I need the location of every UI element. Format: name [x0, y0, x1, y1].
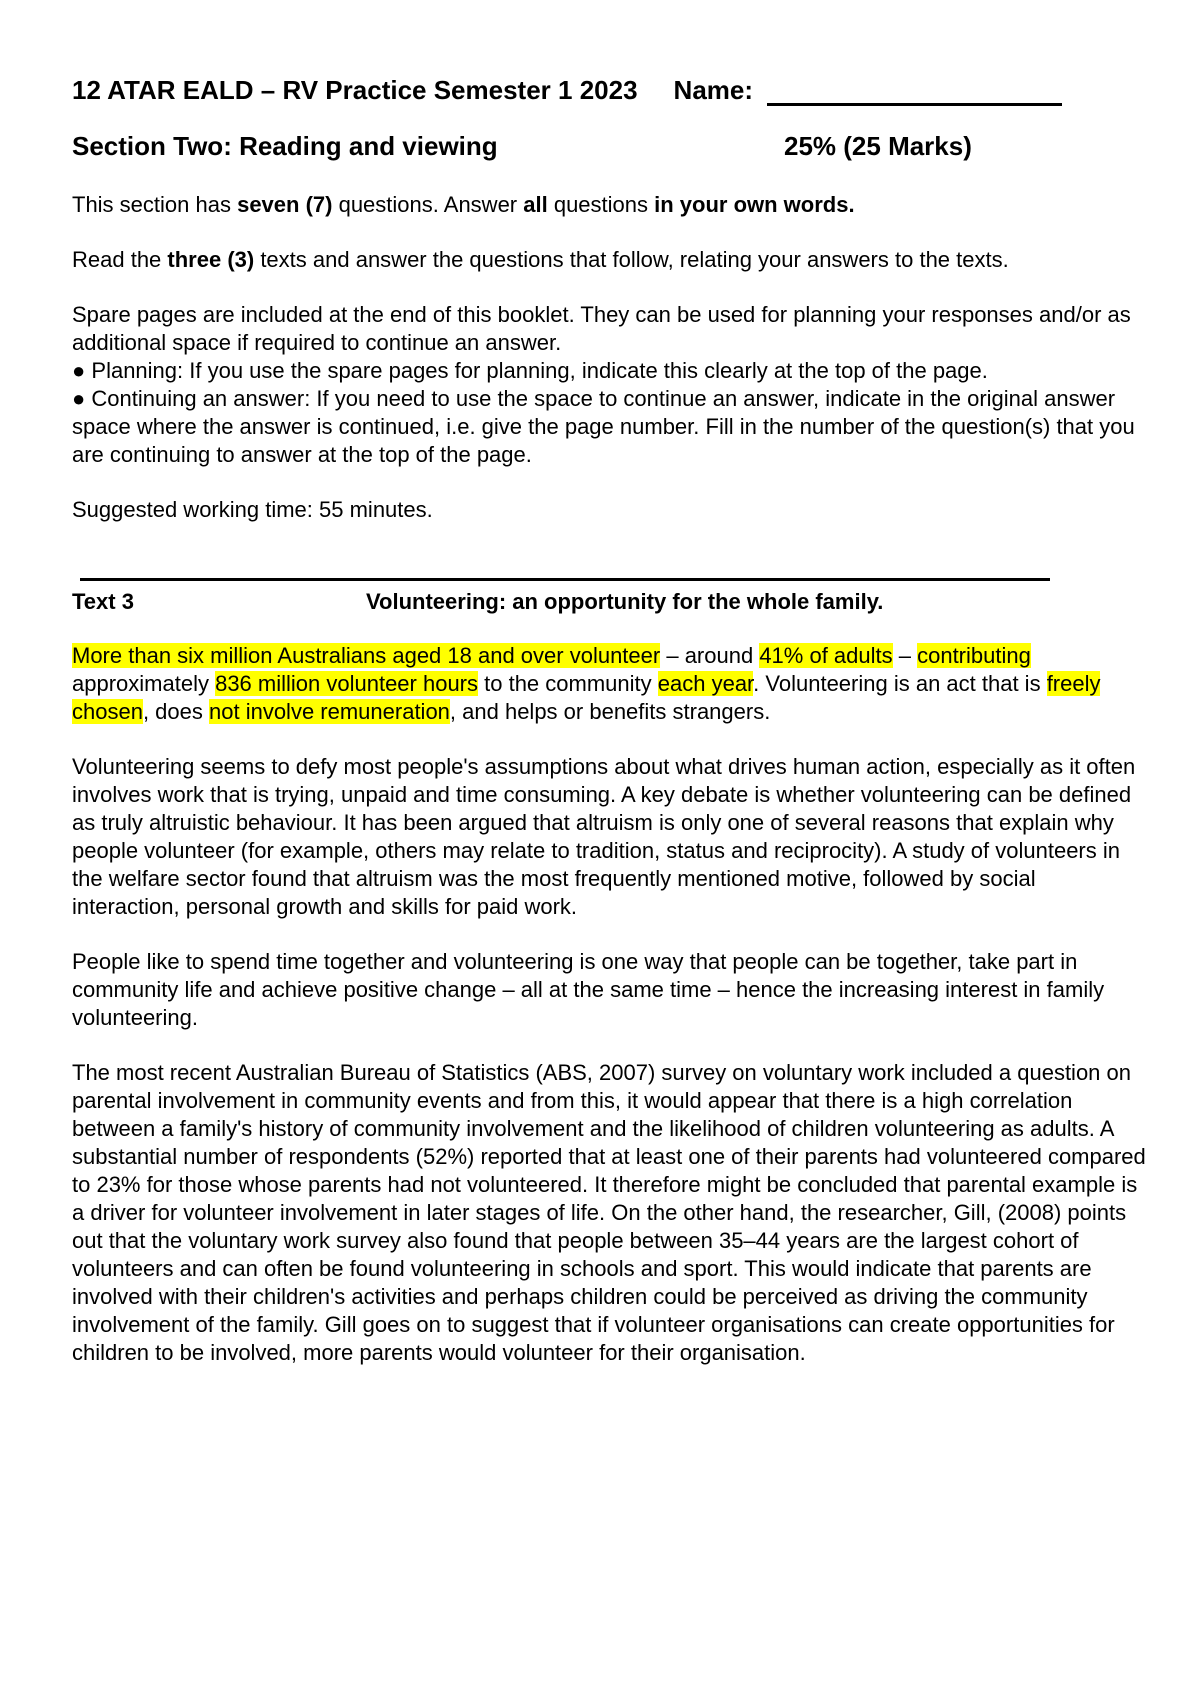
- horizontal-rule: [80, 578, 1050, 581]
- paragraph-2: Volunteering seems to defy most people's assumptions about what drives human action, especially as it often involves work that is trying, unpaid and time consuming. A key debate is whether volunteering can be defined as truly altruistic behaviour. It has been argued that altruism is only one of several reasons that explain why people volunteer (for example, others may relate to tradition, status and reciprocity). A study of volunteers in the welfare sector found that altruism was the most frequently mentioned motive, followed by social interaction, personal growth and skills for paid work.: [72, 754, 1136, 919]
- highlight: not involve remuneration: [209, 699, 450, 724]
- highlight: each year: [657, 671, 754, 696]
- paragraph-text: –: [892, 643, 918, 668]
- highlight: contributing: [917, 643, 1031, 668]
- instr-text: questions: [547, 192, 655, 217]
- text-title: Volunteering: an opportunity for the whole family.: [366, 589, 884, 614]
- highlight: 41% of adults: [759, 643, 893, 668]
- text-heading: [72, 588, 1136, 616]
- paragraph-text: . Volunteering is an act that is: [753, 671, 1047, 696]
- instructions-questions: [72, 191, 1136, 219]
- instr-text: questions. Answer: [332, 192, 524, 217]
- instr-text: texts and answer the questions that follow, relating your answers to the texts.: [254, 247, 1009, 272]
- instr-bold: three (3): [167, 247, 255, 272]
- paragraph-3: People like to spend time together and volunteering is one way that people can be together, take part in community life and achieve positive change – all at the same time – hence the increasing interest in family volunteering.: [72, 949, 1105, 1030]
- highlight: More than six million Australians aged 18 and over volunteer: [72, 643, 661, 668]
- section-heading: [72, 130, 1136, 162]
- exam-page: [72, 66, 1136, 524]
- exam-title: 12 ATAR EALD – RV Practice Semester 1 2023: [72, 75, 638, 105]
- paragraph-text: , does: [142, 699, 209, 724]
- paragraph-4: The most recent Australian Bureau of Statistics (ABS, 2007) survey on voluntary work included a question on parental involvement in community events and from this, it would appear that there is a high correlation between a family's history of community involvement and the likelihood of children volunteering as adults. A substantial number of respondents (52%) reported that at least one of their parents had volunteered compared to 23% for those whose parents had not volunteered. It therefore might be concluded that parental example is a driver for volunteer involvement in later stages of life. On the other hand, the researcher, Gill, (2008) points out that the voluntary work survey also found that people between 35–44 years are the largest cohort of volunteers and can often be found volunteering in schools and sport. This would indicate that parents are involved with their children's activities and perhaps children could be perceived as driving the community involvement of the family. Gill goes on to suggest that if volunteer organisations can create opportunities for children to be involved, more parents would volunteer for their organisation.: [72, 1060, 1146, 1365]
- paragraph-1: [72, 642, 1147, 726]
- instr-bold: seven (7): [237, 192, 333, 217]
- instr-text: Read the: [72, 247, 168, 272]
- name-blank-line[interactable]: [767, 73, 1062, 106]
- paragraph-text: , and helps or benefits strangers.: [449, 699, 771, 724]
- instr-bold: in your own words.: [654, 192, 855, 217]
- instructions-bullet-continuing: ● Continuing an answer: If you need to use the space to continue an answer, indicate in the original answer space where the answer is continued, i.e. give the page number. Fill in the number of the question(s) that you are continuing to answer at the top of the page.: [72, 386, 1135, 467]
- paragraph-text: – around: [660, 643, 760, 668]
- instr-text: This section has: [72, 192, 238, 217]
- working-time: Suggested working time: 55 minutes.: [72, 497, 433, 522]
- name-label: Name:: [673, 75, 754, 105]
- text-body: [72, 642, 1147, 1394]
- instructions-bullet-planning: ● Planning: If you use the spare pages for planning, indicate this clearly at the top of the page.: [72, 358, 988, 383]
- highlight: 836 million volunteer hours: [215, 671, 479, 696]
- instr-bold: all: [523, 192, 548, 217]
- instructions-texts: [72, 246, 1136, 274]
- header-row: [72, 66, 1136, 106]
- highlight: freely chosen: [72, 671, 1101, 724]
- section-marks: 25% (25 Marks): [784, 131, 972, 161]
- instructions-spare-pages: Spare pages are included at the end of this booklet. They can be used for planning your responses and/or as additional space if required to continue an answer.: [72, 302, 1131, 355]
- text-label: Text 3: [72, 589, 134, 614]
- section-title: Section Two: Reading and viewing: [72, 131, 498, 161]
- paragraph-text: to the community: [478, 671, 658, 696]
- paragraph-text: approximately: [72, 671, 216, 696]
